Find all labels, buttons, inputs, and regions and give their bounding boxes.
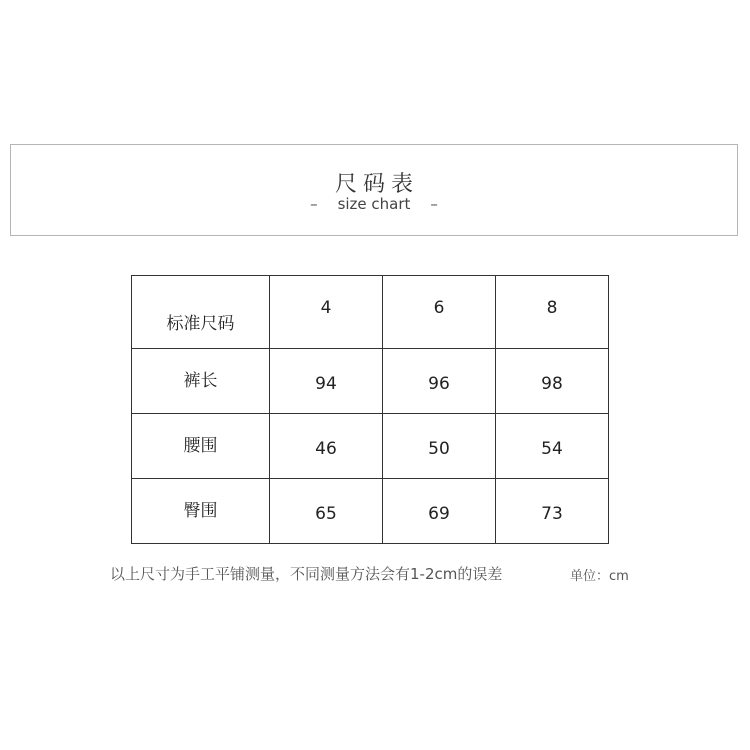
table-row <box>132 479 609 544</box>
table-cell: 96 <box>383 349 496 414</box>
unit-label: 单位：cm <box>570 569 629 584</box>
table-cell: 98 <box>496 349 609 414</box>
table-cell: 65 <box>270 479 383 544</box>
table-header-row <box>132 276 609 349</box>
size-table <box>131 275 609 544</box>
header-label-cell: 标准尺码 <box>132 276 270 349</box>
table-row <box>132 349 609 414</box>
row-label-cell: 臀围 <box>132 479 270 544</box>
table-cell: 69 <box>383 479 496 544</box>
size-header-cell: 4 <box>270 276 383 349</box>
row-label-cell: 腰围 <box>132 414 270 479</box>
page-title: 尺码表 <box>334 172 419 197</box>
size-chart-header <box>10 144 738 236</box>
subtitle-dash-left: – <box>310 195 318 213</box>
table-cell: 50 <box>383 414 496 479</box>
row-label-cell: 裤长 <box>132 349 270 414</box>
subtitle-dash-right: – <box>430 195 438 213</box>
page-subtitle <box>11 195 737 213</box>
subtitle-text: size chart <box>337 195 411 213</box>
table-cell: 73 <box>496 479 609 544</box>
table-cell: 46 <box>270 414 383 479</box>
table-cell: 94 <box>270 349 383 414</box>
table-row <box>132 414 609 479</box>
size-header-cell: 8 <box>496 276 609 349</box>
measurement-note: 以上尺寸为手工平铺测量，不同测量方法会有1-2cm的误差 <box>110 565 503 583</box>
table-cell: 54 <box>496 414 609 479</box>
size-header-cell: 6 <box>383 276 496 349</box>
